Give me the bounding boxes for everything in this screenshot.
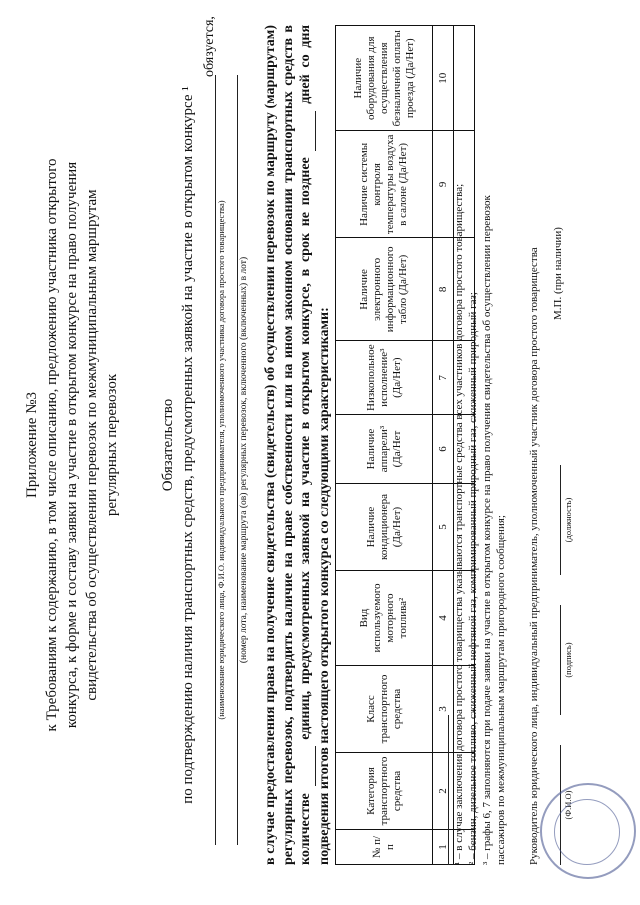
appendix-block — [22, 25, 122, 865]
table-header: Наличие электронного информационного табло (Да/Нет) — [336, 238, 433, 341]
table-header: № п/п — [336, 830, 433, 865]
footnote-separator — [448, 715, 449, 865]
signature-head: Руководитель юридического лица, индивидуальный предприниматель, уполномоченный участник договора простого товарищества — [528, 247, 540, 865]
position-line — [560, 465, 561, 575]
appendix-title: Приложение №3 — [24, 391, 40, 499]
official-stamp-seal — [540, 783, 636, 879]
appendix-line: к Требованиям к содержанию, в том числе описанию, предложению участника открытого — [44, 158, 60, 732]
footnote-3: ³ – графы 6, 7 заполняются при подаче заявки на участие в открытом конкурсе на право получения свидетельства об осуществлении перевозок — [481, 195, 493, 865]
table-cell: 3 — [433, 666, 454, 753]
table-header: Наличие аппарели³ (Да/Нет — [336, 415, 433, 484]
paragraph-part3: дней со дня подведения итогов настоящего открытого конкурса со следующими характеристиками: — [298, 24, 332, 865]
obligation-paragraph — [262, 25, 333, 865]
participant-caption: (наименование юридического лица, Ф.И.О. индивидуального предпринимателя, уполномоченного участника договора простого товарищества) — [216, 200, 226, 720]
table-cell: 1 — [433, 830, 454, 865]
position-caption: (должность) — [563, 497, 573, 543]
footnote-2: ² – бензин, дизельное топливо, сжиженный нефтяной газ, компримированный природный газ, сжиженный природный газ; — [467, 292, 479, 865]
appendix-line: конкурса, к форме и составу заявки на участие в открытом конкурсе на право получения — [64, 161, 80, 729]
appendix-line: регулярных перевозок — [104, 373, 120, 517]
table-header: Класс транспортного средства — [336, 666, 433, 753]
table-cell: 4 — [433, 571, 454, 666]
obligation-word: обязуется, — [202, 16, 217, 77]
table-header: Наличие оборудования для осуществления безналичной оплаты проезда (Да/Нет) — [336, 26, 433, 131]
table-header: Категория транспортного средства — [336, 753, 433, 830]
table-header: Низкопольное исполнение³ (Да/Нет) — [336, 341, 433, 415]
stamp-inner-ring — [554, 799, 620, 865]
paragraph-part2: единиц, предусмотренных заявкой на участие в открытом конкурсе, в срок не позднее — [298, 157, 313, 740]
quantity-blank — [297, 747, 316, 787]
table-header-row — [336, 26, 433, 865]
table-header: Вид используемого моторного топлива² — [336, 571, 433, 666]
fio-caption: (Ф.И.О) — [563, 790, 573, 820]
route-fill-line — [236, 75, 238, 845]
table-cell: 9 — [433, 131, 454, 238]
table-cell: 7 — [433, 341, 454, 415]
table-header: Наличие системы контроля температуры воздуха в салоне (Да/Нет) — [336, 131, 433, 238]
paragraph-part1: в случае предоставления права на получение свидетельства (свидетельств) об осуществлении перевозок по маршруту (маршрутам) регулярных перевозок, подтвердить наличие на праве собственности или на ином законном основании транспортных средств в количестве — [263, 25, 313, 865]
document-subtitle: по подтверждению наличия транспортных средств, предусмотренных заявкой на участие в открытом конкурсе ¹ — [180, 86, 196, 804]
document-title: Обязательство — [160, 398, 176, 492]
table-cell: 10 — [433, 26, 454, 131]
footnote-3-cont: пассажиров по межмуниципальным маршрутам пригородного сообщения; — [495, 515, 507, 865]
days-blank — [297, 111, 316, 151]
table-cell: 8 — [433, 238, 454, 341]
footnote-1: ¹ – в случае заключения договора простого товарищества указываются транспортные средства всех участников договора простого товарищества; — [453, 183, 465, 865]
table-cell: 2 — [433, 753, 454, 830]
table-header: Наличие кондиционера (Да/Нет) — [336, 484, 433, 571]
sign-line — [560, 605, 561, 715]
table-number-row — [433, 26, 454, 865]
appendix-line: свидетельства об осуществлении перевозок по межмуниципальным маршрутам — [84, 189, 100, 701]
table-cell: 6 — [433, 415, 454, 484]
stamp-place-label: М.П. (при наличии) — [552, 227, 564, 320]
sign-caption: (подпись) — [563, 642, 573, 678]
table-cell: 5 — [433, 484, 454, 571]
route-caption: (номер лота, наименование маршрута (ов) регулярных перевозок, включенного (включенных) в лот) — [239, 256, 249, 664]
